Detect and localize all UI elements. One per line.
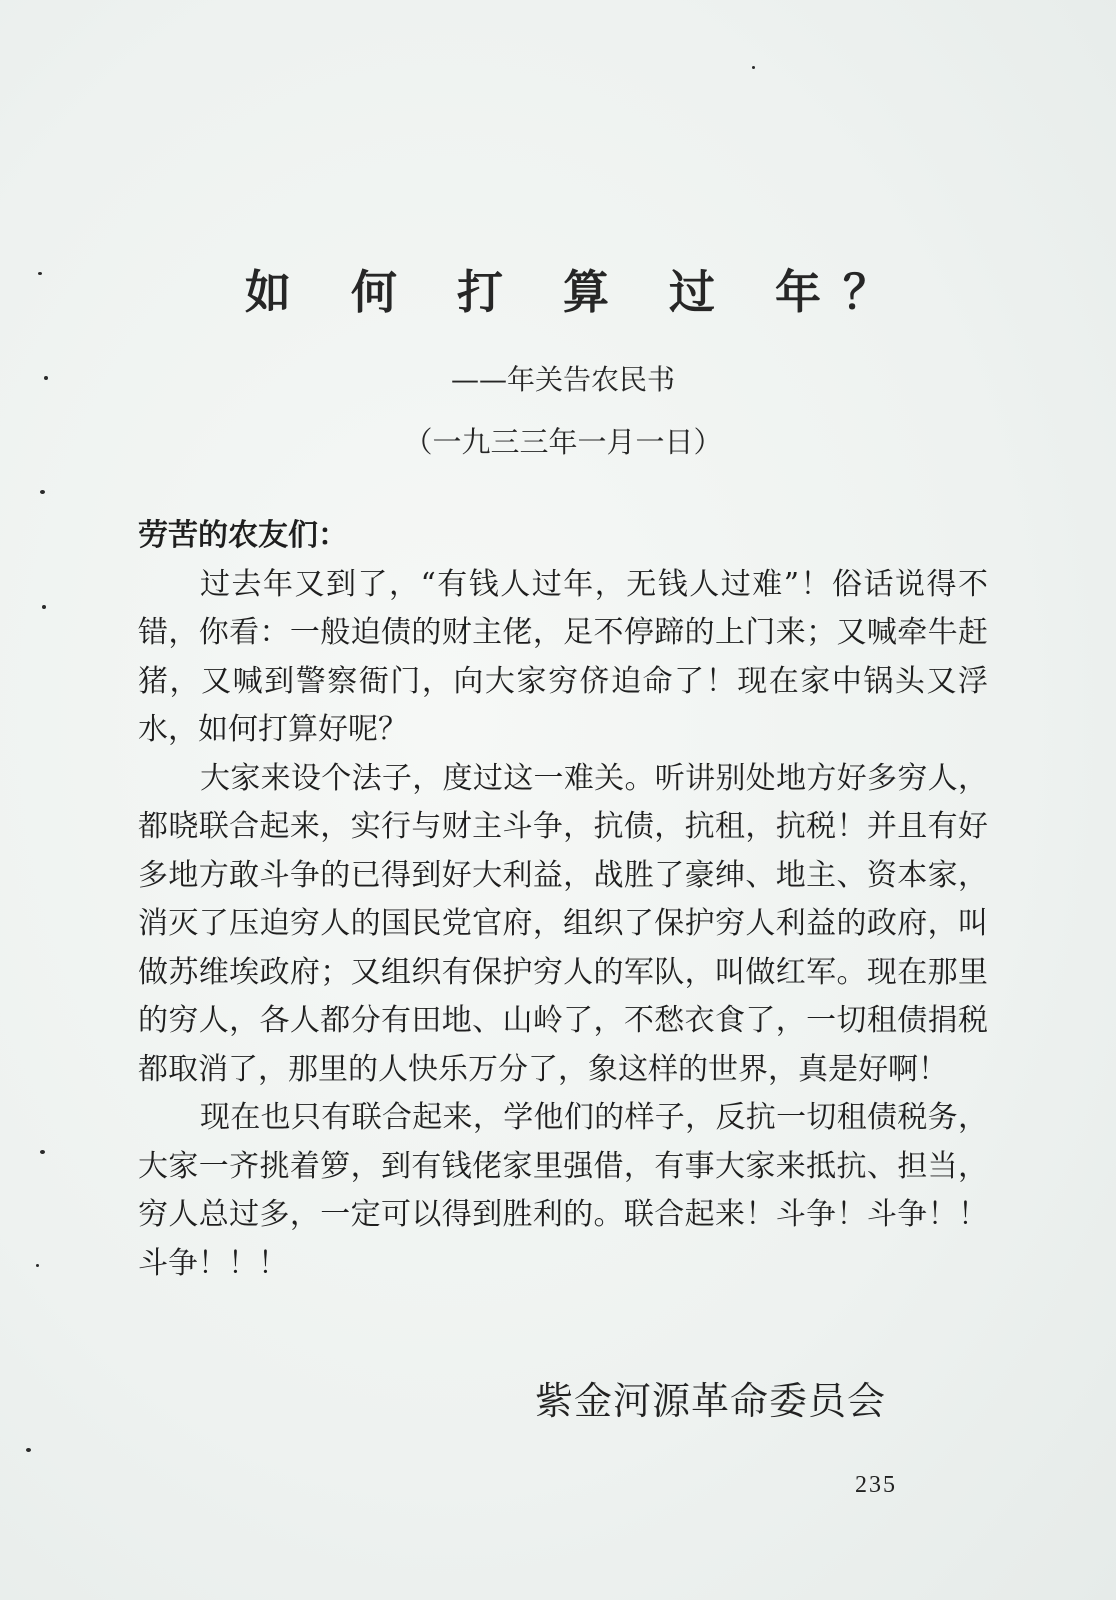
document-body	[138, 512, 988, 1288]
scan-speck	[42, 605, 46, 609]
document-subtitle: ——年关告农民书	[450, 363, 675, 396]
scan-speck	[26, 1448, 31, 1452]
paragraph: 现在也只有联合起来，学他们的样子，反抗一切租债税务，大家一齐挑着箩，到有钱佬家里强借，有事大家来抵抗、担当，穷人总过多，一定可以得到胜利的。联合起来！斗争！斗争！！斗争！！！	[138, 1100, 988, 1281]
signature: 紫金河源革命委员会	[534, 1379, 886, 1423]
document-title: 如 何 打 算 过 年？	[244, 265, 912, 319]
scan-speck	[40, 490, 45, 494]
scan-speck	[36, 1264, 39, 1267]
paragraph: 过去年又到了，“有钱人过年，无钱人过难”！俗话说得不错，你看：一般迫债的财主佬，足不停蹄的上门来；又喊牵牛赶猪，又喊到警察衙门，向大家穷侪迫命了！现在家中锅头又浮水，如何打算好呢？	[138, 566, 988, 747]
salutation: 劳苦的农友们：	[138, 518, 348, 553]
page-number: 235	[855, 1472, 897, 1498]
scan-speck	[752, 66, 755, 69]
document-date: （一九三三年一月一日）	[403, 425, 723, 459]
scan-speck	[40, 1150, 45, 1154]
paragraph: 大家来设个法子，度过这一难关。听讲别处地方好多穷人，都晓联合起来，实行与财主斗争，抗债，抗租，抗税！并且有好多地方敢斗争的已得到好大利益，战胜了豪绅、地主、资本家，消灭了压迫穷人的国民党官府，组织了保护穷人利益的政府，叫做苏维埃政府；又组织有保护穷人的军队，叫做红军。现在那里的穷人，各人都分有田地、山岭了，不愁衣食了，一切租债捐税都取消了，那里的人快乐万分了，象这样的世界，真是好啊！	[138, 760, 988, 1087]
